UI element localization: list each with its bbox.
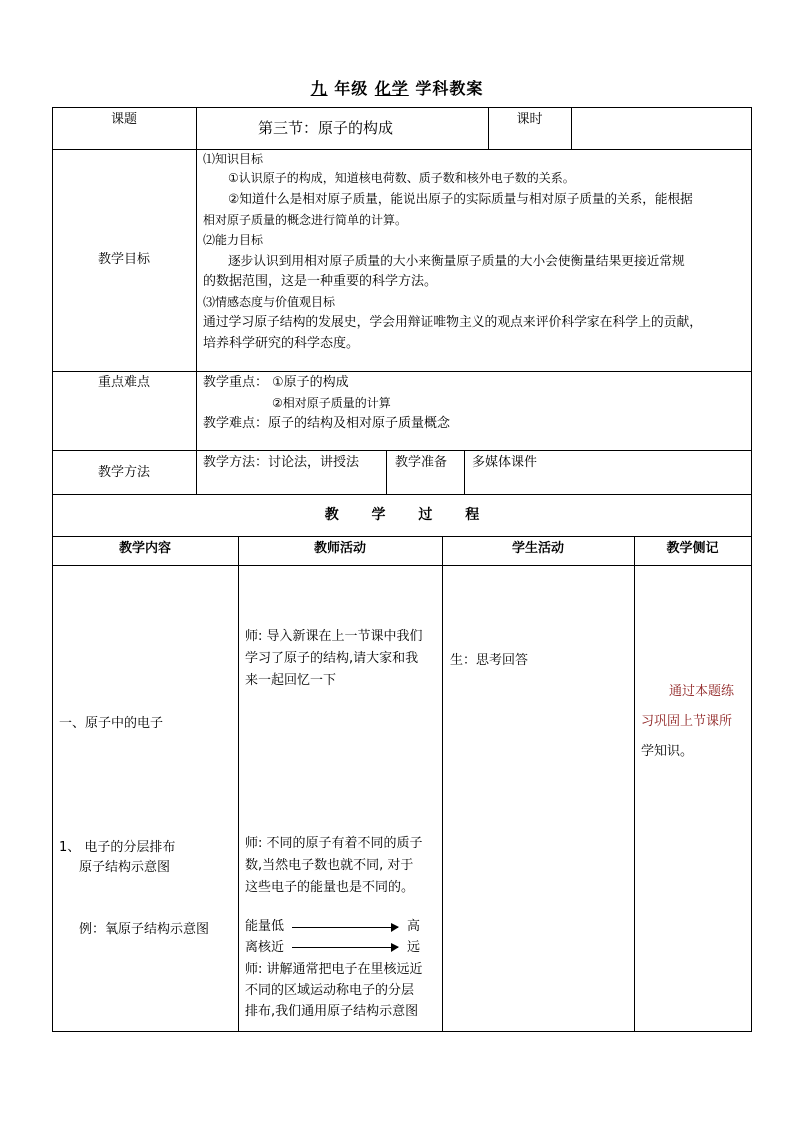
objective-line: 的数据范围，这是一种重要的科学方法。 (203, 274, 438, 289)
topic-value: 第三节：原子的构成 (258, 119, 394, 137)
note-line: 学知识。 (641, 744, 694, 759)
teacher-line: 数,当然电子数也就不同, 对于 (245, 858, 414, 873)
teacher-line: 师: 不同的原子有着不同的质子 (245, 836, 423, 851)
objective-line: 通过学习原子结构的发展史，学会用辩证唯物主义的观点来评价科学家在科学上的贡献， (203, 315, 703, 330)
energy-high: 高 (407, 919, 421, 934)
note-line: 习巩固上节课所 (641, 714, 733, 729)
near-label: 离核近 (245, 940, 285, 955)
note-line: 通过本题练 (669, 684, 735, 699)
key-point-1: ①原子的构成 (272, 375, 349, 390)
content-item: 1、 电子的分层排布 (59, 840, 176, 855)
column-header-teacher: 教师活动 (313, 541, 366, 556)
objective-line: ⑶情感态度与价值观目标 (203, 295, 336, 309)
teacher-line: 不同的区域运动称电子的分层 (245, 983, 415, 998)
topic-label: 课题 (110, 112, 137, 127)
prep-value: 多媒体课件 (472, 455, 538, 470)
teacher-line: 学习了原子的结构,请大家和我 (245, 651, 419, 666)
energy-arrow (292, 927, 398, 928)
content-section: 一、原子中的电子 (59, 716, 164, 731)
doc-label: 学科教案 (415, 79, 484, 98)
subject: 化学 (374, 79, 409, 98)
teacher-paragraph-2 (245, 833, 423, 899)
grade: 九 (310, 79, 328, 98)
objective-line: ①认识原子的构成，知道核电荷数、质子数和核外电子数的关系。 (228, 171, 575, 185)
methods-label: 教学方法 (97, 465, 150, 480)
content-item-sub: 原子结构示意图 (79, 860, 171, 875)
distance-arrow (292, 947, 398, 948)
content-example: 例：氧原子结构示意图 (79, 922, 210, 937)
teacher-line: 师: 导入新课在上一节课中我们 (245, 629, 423, 644)
method-text: 教学方法：讨论法，讲授法 (203, 455, 360, 470)
process-title: 教 学 过 程 (324, 507, 480, 523)
difficulty: 教学难点：原子的结构及相对原子质量概念 (203, 416, 451, 431)
document-title (0, 76, 794, 99)
far-label: 远 (407, 940, 421, 955)
teacher-line: 这些电子的能量也是不同的。 (245, 880, 415, 895)
column-header-notes: 教学侧记 (666, 541, 719, 556)
objective-line: ⑵能力目标 (203, 233, 264, 247)
teacher-line: 来一起回忆一下 (245, 673, 337, 688)
period-label: 课时 (516, 112, 543, 127)
keypoints-label: 重点难点 (97, 375, 150, 390)
objective-line: ②知道什么是相对原子质量，能说出原子的实际质量与相对原子质量的关系，能根据 (228, 191, 693, 206)
objectives-label: 教学目标 (97, 252, 150, 267)
objective-line: 逐步认识到用相对原子质量的大小来衡量原子质量的大小会使衡量结果更接近常规 (228, 253, 685, 268)
column-header-content: 教学内容 (118, 541, 171, 556)
column-header-student: 学生活动 (511, 541, 564, 556)
grade-label: 年级 (334, 79, 369, 98)
teacher-line: 排布,我们通用原子结构示意图 (245, 1004, 419, 1019)
teacher-paragraph-1 (245, 626, 423, 692)
teacher-paragraph-3 (245, 959, 423, 1022)
prep-label: 教学准备 (395, 455, 448, 470)
energy-low: 能量低 (245, 919, 285, 934)
key-label: 教学重点： (203, 375, 269, 390)
objective-line: 相对原子质量的概念进行简单的计算。 (203, 213, 408, 227)
objective-line: ⑴知识目标 (203, 152, 264, 166)
student-activity: 生：思考回答 (450, 653, 529, 668)
teacher-line: 师: 讲解通常把电子在里核远近 (245, 962, 423, 977)
objective-line: 培养科学研究的科学态度。 (203, 336, 360, 351)
key-point-2: ②相对原子质量的计算 (272, 396, 391, 410)
